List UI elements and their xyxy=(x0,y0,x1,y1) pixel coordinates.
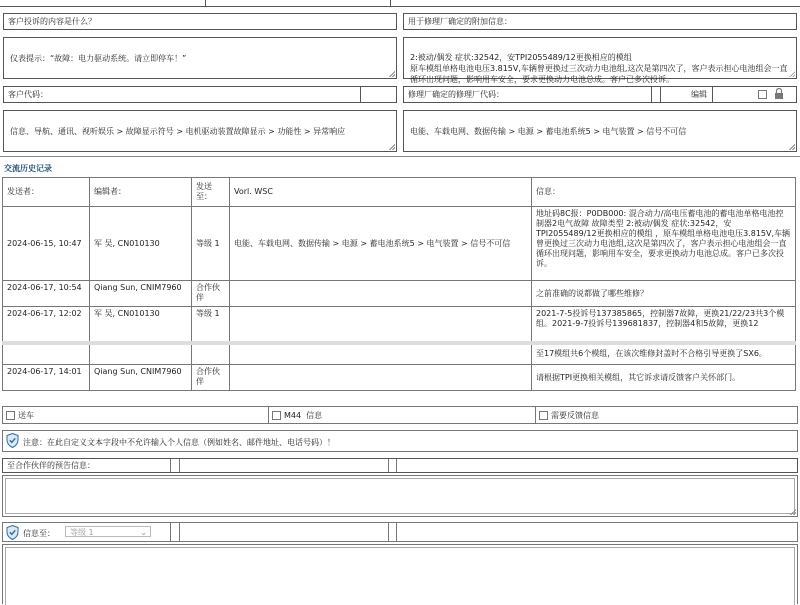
info-to-divider-3 xyxy=(388,523,389,541)
row-editor xyxy=(90,343,192,365)
row-editor: 军 吴, CN010130 xyxy=(90,207,192,281)
partner-divider-1 xyxy=(170,459,171,472)
info-to-divider-2 xyxy=(179,523,180,541)
shield-icon xyxy=(6,433,19,450)
feedback-checkbox[interactable] xyxy=(539,411,548,420)
info-to-label: 信息至： xyxy=(23,529,55,538)
row-date xyxy=(3,343,90,365)
partner-info-textarea[interactable] xyxy=(2,475,798,517)
row-to: 合作伙伴 xyxy=(192,281,230,307)
row-wsc xyxy=(230,343,532,365)
history-table xyxy=(2,177,796,391)
resize-handle-icon[interactable] xyxy=(789,71,795,77)
row-info: 2021-7-5投诉号137385865，控制器7故障，更换21/22/23共3个模组。2021-9-7投诉号139681837，控制器4和5故障，更换12 xyxy=(532,307,796,343)
partner-info-inner[interactable] xyxy=(5,478,795,514)
options-row xyxy=(2,406,798,424)
row-info: 地址码8C报：P0DB000: 混合动力/高电压蓄电池的蓄电池单格电池控制器2电气故障 故障类型 2:被动/偶发 症状:32542，安TPI2055489/12更换相应的模组 ，原车模组单格电池电压3.815V,车辆曾更换过三次动力电池组,这次是第四次了，客户表示担心电池组会一直循环出现问题，影响用车安全，要求更换动力电池总成。客户已多次投诉。 xyxy=(532,207,796,281)
table-row xyxy=(3,207,796,281)
table-row xyxy=(3,281,796,307)
row-editor: 军 吴, CN010130 xyxy=(90,307,192,343)
info-to-divider-1 xyxy=(170,523,171,541)
m44-checkbox[interactable] xyxy=(272,411,281,420)
history-panel xyxy=(2,177,798,398)
row-to: 等级 1 xyxy=(192,207,230,281)
customer-code-input[interactable] xyxy=(360,87,361,102)
repair-code-label-text: 修理厂确定的修理厂代码： xyxy=(408,90,504,99)
resize-handle-icon[interactable] xyxy=(790,509,796,515)
m44-label: M44 信息 xyxy=(284,411,323,420)
row-info: 请根据TPI更换相关模组，其它诉求请反馈客户关怀部门。 xyxy=(532,365,796,391)
row-editor: Qiang Sun, CNIM7960 xyxy=(90,281,192,307)
complaint-label: 客户投诉的内容是什么？ xyxy=(3,13,397,30)
partner-divider-3 xyxy=(388,459,389,472)
edit-label: 编辑 xyxy=(691,90,707,99)
notice-bar xyxy=(2,430,798,452)
history-header-row xyxy=(3,178,796,207)
chevron-down-icon: ⌄ xyxy=(140,528,147,537)
option-feedback[interactable] xyxy=(539,410,599,421)
resize-handle-icon[interactable] xyxy=(789,144,795,150)
top-strip xyxy=(0,0,800,7)
repair-info-text: 2:被动/偶发 症状:32542，安TPI2055489/12更换相应的模组 原车模组单格电池电压3.815V,车辆曾更换过三次动力电池组,这次是第四次了，客户表示担心电池组会一直循环出现问题，影响用车安全，要求更换动力电池总成。客户已多次投诉。 xyxy=(410,53,788,84)
row-info: 至17模组共6个模组，在该次维修封盖时不合格引导更换了SX6。 xyxy=(532,343,796,365)
repair-code-divider-2 xyxy=(660,87,661,102)
info-to-select[interactable] xyxy=(65,526,151,537)
customer-code-label xyxy=(3,86,397,103)
history-title: 交流历史记录 xyxy=(4,164,52,173)
customer-code-path: 信息、导航、通讯、视听娱乐 > 故障显示符号 > 电机驱动装置故障显示 > 功能性 > 异常响应 xyxy=(10,126,346,136)
tow-checkbox[interactable] xyxy=(6,411,15,420)
row-wsc xyxy=(230,365,532,391)
repair-code-divider-3 xyxy=(712,87,713,102)
info-to-row xyxy=(2,522,798,542)
repair-code-path: 电能、车载电网、数据传输 > 电源 > 蓄电池系统5 > 电气装置 > 信号不可信 xyxy=(410,126,687,136)
top-strip-divider-1 xyxy=(205,0,206,7)
partner-divider-2 xyxy=(179,459,180,472)
table-row xyxy=(3,307,796,343)
col-info: 信息： xyxy=(532,178,796,207)
col-sender: 发送者： xyxy=(3,178,90,207)
complaint-text: 仪表提示：“故障：电力驱动系统。请立即停车！” xyxy=(10,53,187,63)
row-date: 2024-06-17, 12:02 xyxy=(3,307,90,343)
repair-code-label xyxy=(403,86,797,103)
customer-code-path-box[interactable] xyxy=(3,110,397,152)
row-info: 之前准确的说都做了哪些维修？ xyxy=(532,281,796,307)
row-date: 2024-06-15, 10:47 xyxy=(3,207,90,281)
col-to: 发送至： xyxy=(192,178,230,207)
message-textarea[interactable] xyxy=(2,544,798,604)
info-to-divider-4 xyxy=(396,523,397,541)
row-wsc: 电能、车载电网、数据传输 > 电源 > 蓄电池系统5 > 电气装置 > 信号不可信 xyxy=(230,207,532,281)
repair-code-path-box[interactable] xyxy=(403,110,797,152)
repair-info-label: 用于修理厂确定的附加信息： xyxy=(403,13,797,30)
options-divider-2 xyxy=(535,407,536,423)
row-to: 合作伙伴 xyxy=(192,365,230,391)
lock-icon[interactable] xyxy=(774,88,784,102)
partner-info-label-row xyxy=(2,458,798,473)
section-separator xyxy=(0,156,800,157)
option-tow[interactable] xyxy=(6,410,34,421)
partner-divider-4 xyxy=(396,459,397,472)
top-strip-divider-2 xyxy=(390,0,391,7)
customer-code-label-text: 客户代码： xyxy=(8,90,48,99)
options-divider-1 xyxy=(268,407,269,423)
feedback-label: 需要反馈信息 xyxy=(551,411,599,420)
tow-label: 送车 xyxy=(18,411,34,420)
repair-code-divider-1 xyxy=(651,87,652,102)
row-to xyxy=(192,343,230,365)
row-date: 2024-06-17, 14:01 xyxy=(3,365,90,391)
message-inner[interactable] xyxy=(5,547,795,605)
row-wsc xyxy=(230,307,532,343)
complaint-textarea[interactable] xyxy=(3,37,397,79)
row-editor: Qiang Sun, CNIM7960 xyxy=(90,365,192,391)
table-row xyxy=(3,365,796,391)
row-date: 2024-06-17, 10:54 xyxy=(3,281,90,307)
row-to: 等级 1 xyxy=(192,307,230,343)
resize-handle-icon[interactable] xyxy=(389,71,395,77)
edit-checkbox[interactable] xyxy=(758,90,767,99)
col-wsc: Vorl. WSC xyxy=(230,178,532,207)
resize-handle-icon[interactable] xyxy=(389,144,395,150)
notice-text: 注意：在此自定义文本字段中不允许输入个人信息（例如姓名、邮件地址、电话号码）！ xyxy=(23,438,335,447)
row-wsc xyxy=(230,281,532,307)
shield-icon xyxy=(6,525,19,542)
table-row xyxy=(3,343,796,365)
info-to-value: 等级 1 xyxy=(70,528,94,537)
partner-info-label: 至合作伙伴的预告信息： xyxy=(7,461,95,470)
option-m44[interactable] xyxy=(272,410,322,421)
repair-info-textarea[interactable] xyxy=(403,37,797,84)
col-editor: 编辑者： xyxy=(90,178,192,207)
